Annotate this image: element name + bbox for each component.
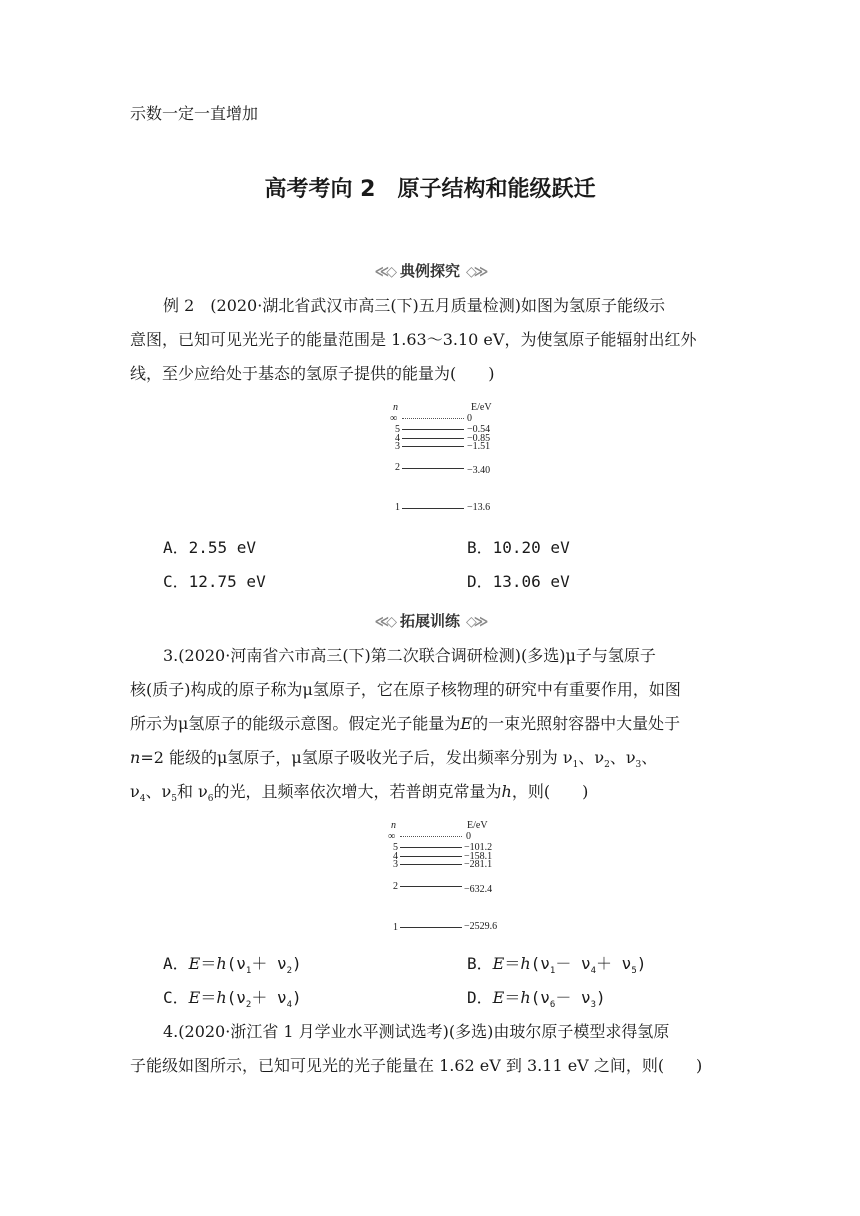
level-e: −2529.6: [464, 921, 498, 932]
level-n: 3: [393, 859, 398, 870]
level-n: 5: [393, 842, 398, 853]
q4-line1: 4.(2020·浙江省 1 月学业水平测试选考)(多选)由玻尔原子模型求得氢原: [163, 1022, 670, 1041]
option-c: C．12.75 eV: [163, 572, 266, 591]
q3-line5: $\nu_4$、$\nu_5$和 $\nu_6$的光，且频率依次增大，若普朗克常量为h，则( ): [130, 782, 589, 805]
energy-level-diagram-2: [388, 820, 518, 938]
n-axis-label: n: [391, 820, 396, 831]
level-line-4: [402, 438, 464, 439]
level-e: −632.4: [464, 884, 493, 895]
level-line-1: [400, 927, 462, 928]
level-line-inf: [402, 418, 464, 419]
section-title: 高考考向 2 原子结构和能级跃迁: [264, 177, 596, 202]
level-line-5: [402, 429, 464, 430]
level-line-3: [402, 446, 464, 447]
level-e: −0.85: [467, 433, 491, 444]
option-a: A．2.55 eV: [163, 538, 257, 557]
option-c: C．$E=h(\nu_2+ \nu_4)$: [163, 988, 302, 1011]
q3-line4: n=2 能级的μ氢原子，μ氢原子吸收光子后，发出频率分别为 $\nu_1$、$\nu_2$、$\nu_3$、: [130, 748, 658, 771]
level-n: 4: [393, 851, 398, 862]
level-n: 2: [395, 462, 400, 473]
chevron-right-icon: ◇≫: [466, 264, 486, 280]
level-n: 5: [395, 424, 400, 435]
option-d: D．13.06 eV: [467, 572, 570, 591]
level-n: ∞: [390, 413, 398, 424]
energy-level-diagram-1: [390, 402, 510, 514]
example2-line1: 例 2 (2020·湖北省武汉市高三(下)五月质量检测)如图为氢原子能级示: [163, 296, 666, 315]
chevron-left-icon: ≪◇: [374, 264, 394, 280]
q3-line3: 所示为μ氢原子的能级示意图。假定光子能量为E的一束光照射容器中大量处于: [130, 714, 681, 733]
level-e: −13.6: [467, 502, 491, 513]
level-n: 1: [395, 502, 400, 513]
heading-example: [0, 260, 860, 281]
level-n: 3: [395, 441, 400, 452]
example2-line2: 意图，已知可见光光子的能量范围是 1.63～3.10 eV，为使氢原子能辐射出红外: [130, 330, 697, 349]
level-e: 0: [467, 413, 472, 424]
level-line-1: [402, 508, 464, 509]
chevron-left-icon: ≪◇: [374, 614, 394, 630]
level-line-inf: [400, 836, 462, 837]
level-line-2: [400, 886, 462, 887]
heading-practice-label: 拓展训练: [399, 612, 460, 630]
level-line-4: [400, 856, 462, 857]
header-fragment: 示数一定一直增加: [130, 104, 259, 123]
heading-example-label: 典例探究: [399, 262, 460, 280]
level-e: −101.2: [464, 842, 493, 853]
q3-line2: 核(质子)构成的原子称为μ氢原子，它在原子核物理的研究中有重要作用，如图: [130, 680, 681, 699]
level-n: 1: [393, 922, 398, 933]
level-e: −0.54: [467, 424, 491, 435]
level-line-5: [400, 847, 462, 848]
level-e: −1.51: [467, 441, 491, 452]
chevron-right-icon: ◇≫: [466, 614, 486, 630]
option-b: B．10.20 eV: [467, 538, 570, 557]
level-n: 4: [395, 433, 400, 444]
level-line-3: [400, 864, 462, 865]
level-line-2: [402, 468, 464, 469]
heading-practice: [0, 610, 860, 631]
level-e: 0: [466, 831, 471, 842]
q4-line2: 子能级如图所示，已知可见光的光子能量在 1.62 eV 到 3.11 eV 之间，则( ): [130, 1056, 703, 1075]
e-axis-label: E/eV: [467, 820, 488, 831]
level-e: −281.1: [464, 859, 493, 870]
level-e: −3.40: [467, 465, 491, 476]
option-b: B．$E=h(\nu_1- \nu_4+ \nu_5)$: [467, 954, 647, 977]
e-axis-label: E/eV: [471, 402, 492, 413]
option-a: A．$E=h(\nu_1+ \nu_2)$: [163, 954, 302, 977]
n-axis-label: n: [393, 402, 398, 413]
example2-line3: 线，至少应给处于基态的氢原子提供的能量为( ): [130, 364, 495, 383]
option-d: D．$E=h(\nu_6- \nu_3)$: [467, 988, 606, 1011]
level-n: ∞: [388, 831, 396, 842]
q3-line1: 3.(2020·河南省六市高三(下)第二次联合调研检测)(多选)μ子与氢原子: [163, 646, 656, 665]
level-e: −158.1: [464, 851, 493, 862]
level-n: 2: [393, 881, 398, 892]
